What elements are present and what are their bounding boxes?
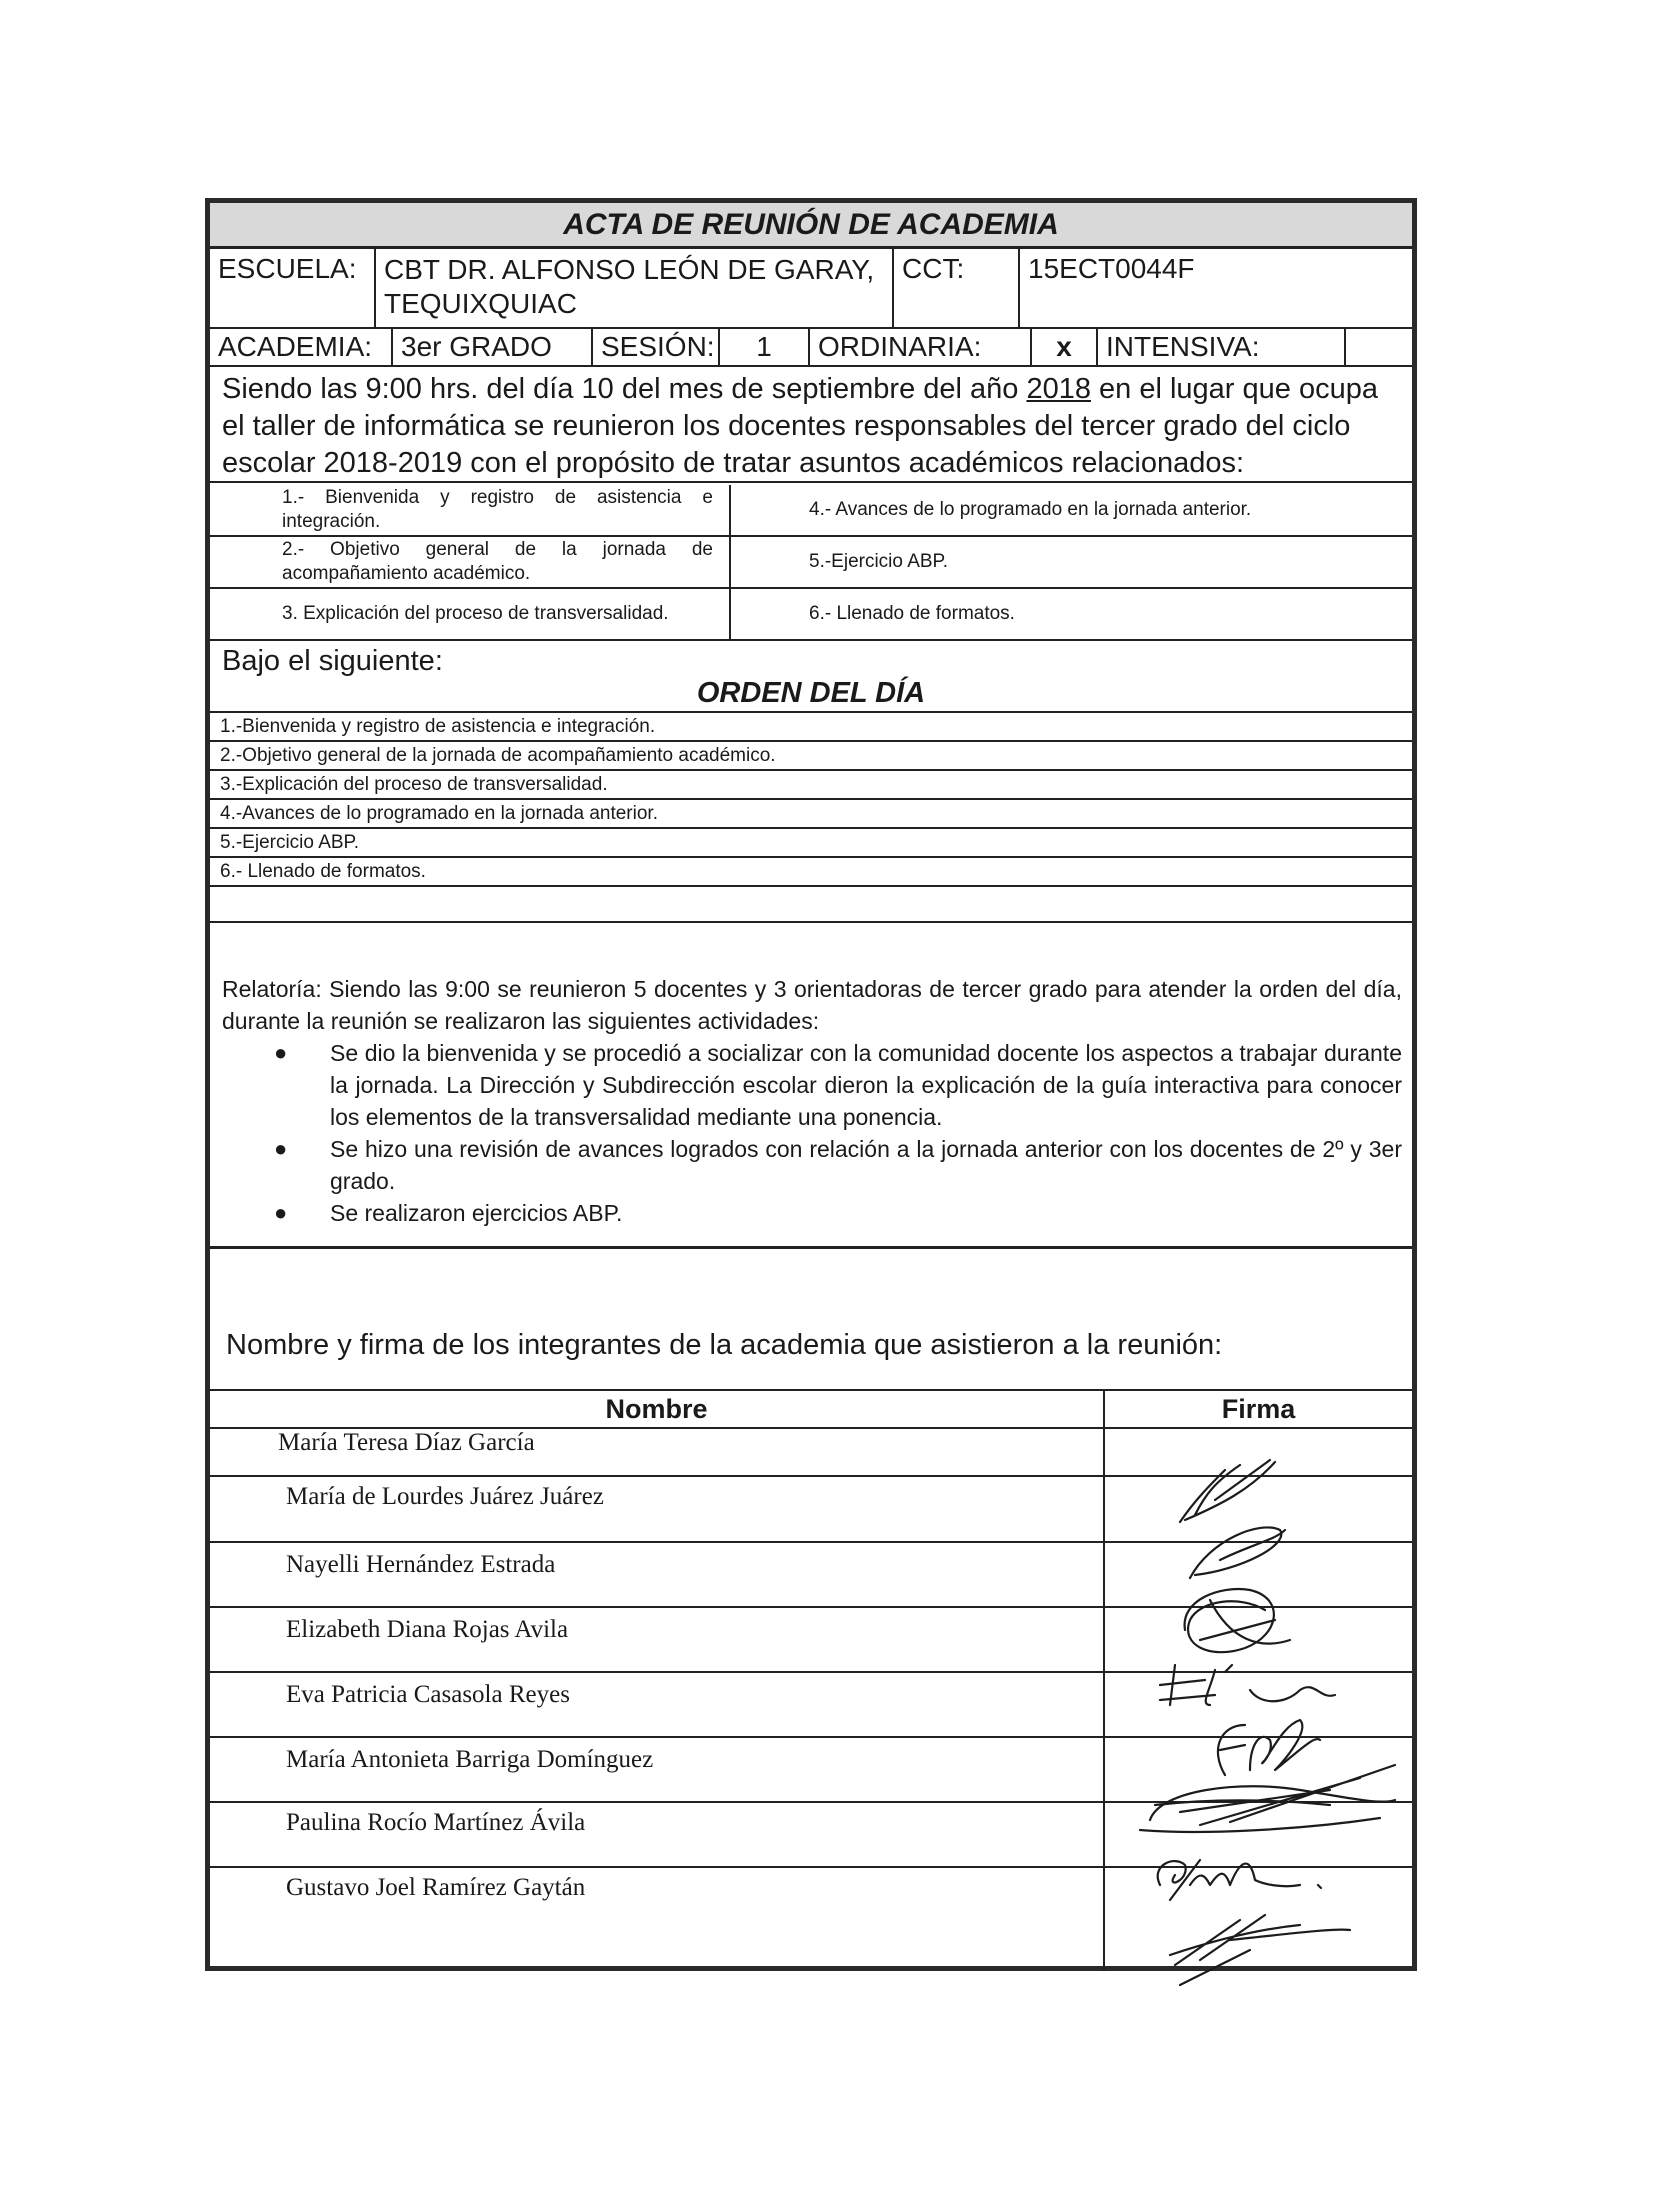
signature-row — [210, 1738, 1412, 1803]
signature-table-header — [210, 1391, 1412, 1429]
member-name: María Antonieta Barriga Domínguez — [210, 1738, 1105, 1801]
escuela-label: ESCUELA: — [210, 249, 376, 327]
member-name: Elizabeth Diana Rojas Avila — [210, 1608, 1105, 1671]
relatoria-bullet-text: Se dio la bienvenida y se procedió a socializar con la comunidad docente los aspectos a trabajar durante la jornada. La Dirección y Subdirección escolar dieron la explicación de la guía interactiva para conocer los elementos de la transversalidad mediante una ponencia. — [330, 1040, 1402, 1130]
acta-document — [205, 198, 1417, 1971]
signature-row — [210, 1608, 1412, 1673]
intro-text-end: en el lugar que ocupa el taller de informática se reunieron los docentes responsables del tercer grado del ciclo escolar 2018-2019 con el propósito de tratar asuntos académicos relacionados: — [222, 373, 1378, 479]
bullet-icon: ● — [274, 1200, 288, 1225]
topic-item: 6.- Llenado de formatos. — [731, 589, 1412, 641]
signature-row — [210, 1868, 1412, 1971]
cct-value: 15ECT0044F — [1028, 253, 1195, 284]
orden-item: 6.- Llenado de formatos. — [210, 858, 1412, 887]
member-name: María de Lourdes Juárez Juárez — [210, 1477, 1105, 1541]
member-name: Nayelli Hernández Estrada — [210, 1543, 1105, 1606]
topics-grid — [210, 485, 1412, 641]
sesion-label: SESIÓN: — [593, 329, 720, 365]
signature-row — [210, 1803, 1412, 1868]
signature-cell — [1105, 1543, 1412, 1606]
orden-item: 5.-Ejercicio ABP. — [210, 829, 1412, 858]
document-title-bar — [210, 203, 1412, 249]
document-title: ACTA DE REUNIÓN DE ACADEMIA — [563, 208, 1059, 241]
member-name: Gustavo Joel Ramírez Gaytán — [210, 1868, 1105, 1971]
signature-cell — [1105, 1477, 1412, 1541]
signature-row — [210, 1429, 1412, 1477]
col-nombre-header: Nombre — [210, 1391, 1105, 1427]
relatoria-bullet — [222, 1037, 1402, 1133]
signature-cell — [1105, 1673, 1412, 1736]
orden-lead: Bajo el siguiente: — [222, 645, 443, 677]
topic-item: 3. Explicación del proceso de transversalidad. — [210, 589, 731, 641]
intro-paragraph — [210, 367, 1412, 483]
intensiva-label: INTENSIVA: — [1098, 329, 1346, 365]
orden-item: 3.-Explicación del proceso de transversalidad. — [210, 771, 1412, 800]
academia-label: ACADEMIA: — [210, 329, 393, 365]
topic-item: 2.- Objetivo general de la jornada de acompañamiento académico. — [210, 537, 731, 589]
relatoria-list — [222, 1037, 1402, 1229]
academia-value: 3er GRADO — [393, 329, 593, 365]
orden-item-empty — [210, 887, 1412, 923]
topic-item: 1.- Bienvenida y registro de asistencia e integración. — [210, 485, 731, 537]
firmas-title: Nombre y firma de los integrantes de la academia que asistieron a la reunión: — [210, 1249, 1412, 1391]
relatoria-bullet — [222, 1197, 1402, 1229]
signature-row — [210, 1477, 1412, 1543]
academia-row — [210, 329, 1412, 367]
bullet-icon: ● — [274, 1040, 288, 1065]
escuela-value: CBT DR. ALFONSO LEÓN DE GARAY, TEQUIXQUIAC — [376, 249, 894, 327]
orden-item: 4.-Avances de lo programado en la jornada anterior. — [210, 800, 1412, 829]
member-name: María Teresa Díaz García — [210, 1429, 1105, 1475]
signature-cell — [1105, 1803, 1412, 1866]
relatoria-bullet-text: Se hizo una revisión de avances logrados con relación a la jornada anterior con los docentes de 2º y 3er grado. — [330, 1136, 1402, 1194]
member-name: Paulina Rocío Martínez Ávila — [210, 1803, 1105, 1866]
sesion-value: 1 — [720, 329, 810, 365]
signature-row — [210, 1673, 1412, 1738]
relatoria-section — [210, 923, 1412, 1249]
signature-cell — [1105, 1868, 1412, 1971]
relatoria-bullet — [222, 1133, 1402, 1197]
orden-header — [210, 641, 1412, 713]
signature-cell — [1105, 1429, 1412, 1475]
cct-label: CCT: — [894, 249, 1020, 327]
signature-cell — [1105, 1738, 1412, 1801]
col-firma-header: Firma — [1221, 1394, 1296, 1424]
member-name: Eva Patricia Casasola Reyes — [210, 1673, 1105, 1736]
relatoria-bullet-text: Se realizaron ejercicios ABP. — [330, 1200, 623, 1226]
topic-item: 4.- Avances de lo programado en la jornada anterior. — [731, 485, 1412, 537]
signature-cell — [1105, 1608, 1412, 1671]
orden-item: 1.-Bienvenida y registro de asistencia e integración. — [210, 713, 1412, 742]
ordinaria-mark: x — [1032, 329, 1098, 365]
intro-year: 2018 — [1026, 373, 1091, 405]
intensiva-value — [1346, 329, 1412, 365]
intro-text-start: Siendo las 9:00 hrs. del día 10 del mes de septiembre del año — [222, 373, 1027, 405]
signature-row — [210, 1543, 1412, 1608]
orden-title: ORDEN DEL DÍA — [696, 677, 926, 709]
orden-item: 2.-Objetivo general de la jornada de acompañamiento académico. — [210, 742, 1412, 771]
relatoria-intro: Relatoría: Siendo las 9:00 se reunieron 5 docentes y 3 orientadoras de tercer grado para atender la orden del día, durante la reunión se realizaron las siguientes actividades: — [222, 976, 1402, 1034]
topic-item: 5.-Ejercicio ABP. — [731, 537, 1412, 589]
ordinaria-label: ORDINARIA: — [810, 329, 1032, 365]
escuela-row — [210, 249, 1412, 329]
bullet-icon: ● — [274, 1136, 288, 1161]
